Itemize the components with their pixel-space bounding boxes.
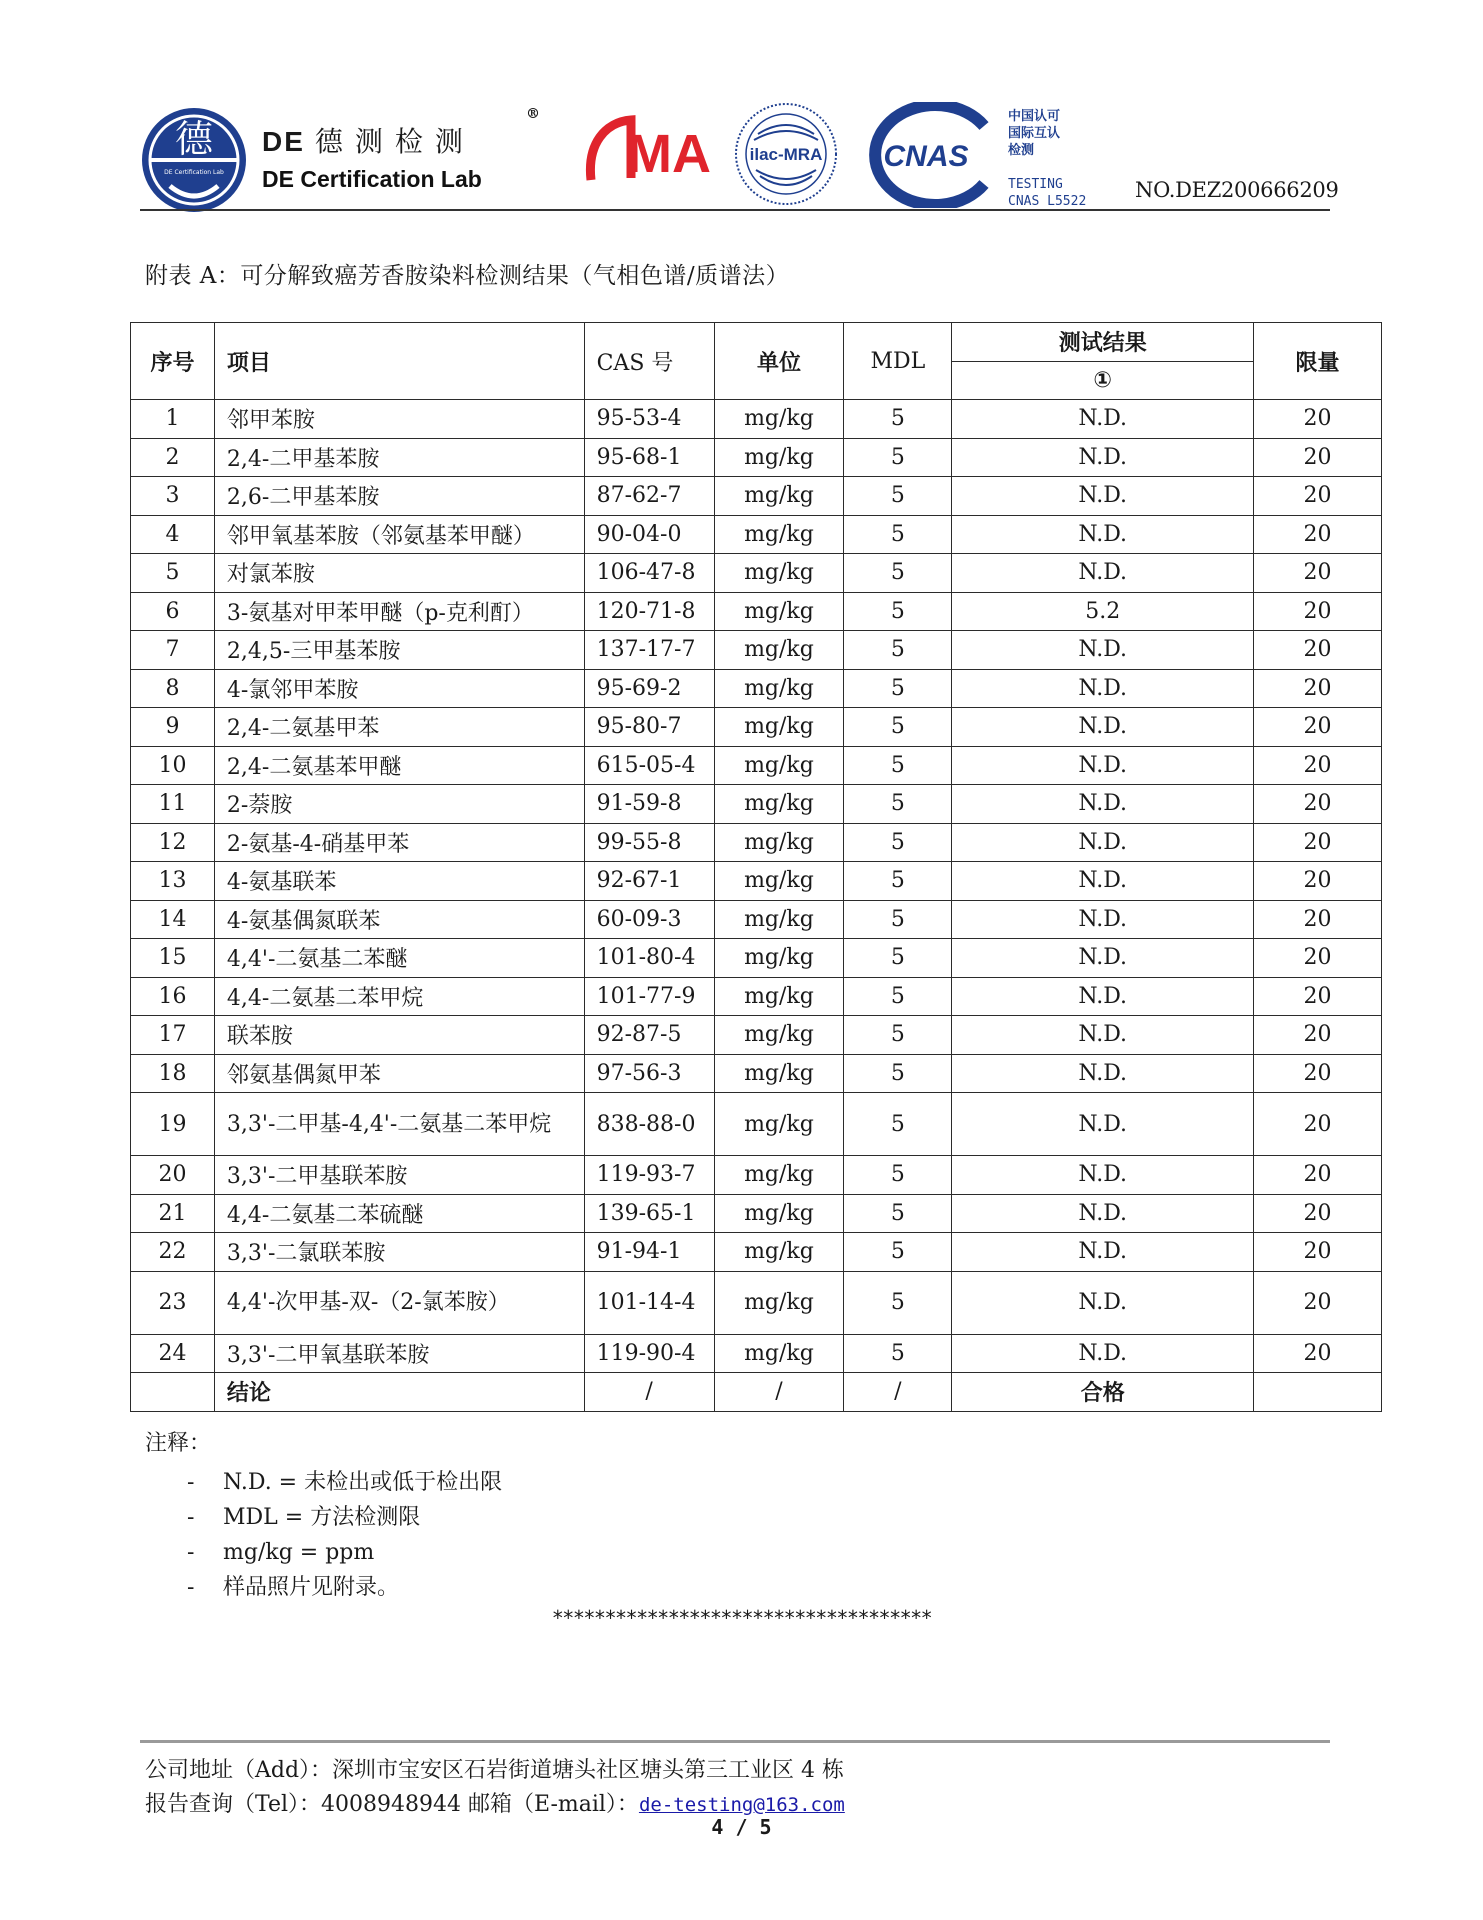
- cma-text: MA: [627, 124, 711, 184]
- row-index: 13: [131, 862, 215, 901]
- table-row: [131, 554, 1382, 593]
- row-result: N.D.: [952, 438, 1254, 477]
- row-cas: 92-67-1: [584, 862, 714, 901]
- row-limit: 20: [1254, 515, 1382, 554]
- cma-mark-icon: [585, 114, 725, 186]
- lab-name-cn: 德测检测: [314, 125, 475, 158]
- table-row: [131, 1194, 1382, 1233]
- row-unit: mg/kg: [714, 631, 844, 670]
- row-index: 6: [131, 592, 215, 631]
- header-cas: CAS 号: [584, 323, 714, 400]
- row-limit: 20: [1254, 939, 1382, 978]
- de-lab-logo-icon: [140, 106, 248, 214]
- row-cas: 92-87-5: [584, 1016, 714, 1055]
- row-unit: mg/kg: [714, 1093, 844, 1156]
- row-result: N.D.: [952, 785, 1254, 824]
- row-result: N.D.: [952, 708, 1254, 747]
- row-limit: 20: [1254, 1233, 1382, 1272]
- row-limit: 20: [1254, 862, 1382, 901]
- row-index: 16: [131, 977, 215, 1016]
- row-mdl: 5: [844, 1054, 952, 1093]
- row-limit: 20: [1254, 1194, 1382, 1233]
- row-cas: 119-93-7: [584, 1156, 714, 1195]
- row-item: 3,3'-二甲氧基联苯胺: [214, 1334, 584, 1373]
- row-unit: mg/kg: [714, 1194, 844, 1233]
- row-index: 21: [131, 1194, 215, 1233]
- table-row: [131, 900, 1382, 939]
- row-unit: mg/kg: [714, 785, 844, 824]
- row-item: 2,4-二氨基苯甲醚: [214, 746, 584, 785]
- row-result: N.D.: [952, 746, 1254, 785]
- conclusion-row: [131, 1373, 1382, 1412]
- row-unit: mg/kg: [714, 515, 844, 554]
- row-result: N.D.: [952, 900, 1254, 939]
- row-mdl: 5: [844, 785, 952, 824]
- row-mdl: 5: [844, 631, 952, 670]
- table-row: [131, 939, 1382, 978]
- row-cas: 120-71-8: [584, 592, 714, 631]
- row-unit: mg/kg: [714, 438, 844, 477]
- row-limit: 20: [1254, 1054, 1382, 1093]
- row-cas: 95-69-2: [584, 669, 714, 708]
- row-cas: 99-55-8: [584, 823, 714, 862]
- row-mdl: 5: [844, 939, 952, 978]
- row-item: 对氯苯胺: [214, 554, 584, 593]
- row-mdl: 5: [844, 400, 952, 439]
- table-row: [131, 477, 1382, 516]
- row-cas: 101-14-4: [584, 1271, 714, 1334]
- row-limit: 20: [1254, 746, 1382, 785]
- row-unit: mg/kg: [714, 900, 844, 939]
- cnas-cn-text: 中国认可 国际互认 检测: [1008, 109, 1061, 158]
- report-header: [140, 98, 1339, 209]
- row-index: 4: [131, 515, 215, 554]
- row-cas: 90-04-0: [584, 515, 714, 554]
- row-item: 2-氨基-4-硝基甲苯: [214, 823, 584, 862]
- row-index: 7: [131, 631, 215, 670]
- header-divider: [140, 209, 1330, 211]
- row-unit: mg/kg: [714, 1334, 844, 1373]
- row-unit: mg/kg: [714, 1156, 844, 1195]
- row-item: 4,4'-二氨基二苯醚: [214, 939, 584, 978]
- row-result: N.D.: [952, 1233, 1254, 1272]
- table-row: [131, 400, 1382, 439]
- table-row: [131, 631, 1382, 670]
- row-limit: 20: [1254, 554, 1382, 593]
- row-unit: mg/kg: [714, 554, 844, 593]
- header-idx: 序号: [131, 323, 215, 400]
- row-index: 9: [131, 708, 215, 747]
- row-limit: 20: [1254, 477, 1382, 516]
- row-index: 8: [131, 669, 215, 708]
- row-result: N.D.: [952, 1156, 1254, 1195]
- row-cas: 95-53-4: [584, 400, 714, 439]
- row-item: 2,4-二甲基苯胺: [214, 438, 584, 477]
- row-limit: 20: [1254, 438, 1382, 477]
- table-row: [131, 592, 1382, 631]
- row-item: 邻氨基偶氮甲苯: [214, 1054, 584, 1093]
- row-cas: 97-56-3: [584, 1054, 714, 1093]
- cnas-logo-icon: [858, 102, 998, 208]
- row-unit: mg/kg: [714, 1271, 844, 1334]
- row-mdl: 5: [844, 477, 952, 516]
- row-index: 12: [131, 823, 215, 862]
- row-limit: 20: [1254, 785, 1382, 824]
- row-index: 20: [131, 1156, 215, 1195]
- row-limit: 20: [1254, 1016, 1382, 1055]
- header-result: 测试结果: [952, 323, 1254, 362]
- row-limit: 20: [1254, 1334, 1382, 1373]
- row-unit: mg/kg: [714, 1016, 844, 1055]
- row-index: 11: [131, 785, 215, 824]
- row-mdl: 5: [844, 900, 952, 939]
- end-of-table-marker: ************************************: [551, 1606, 932, 1630]
- row-item: 2,4-二氨基甲苯: [214, 708, 584, 747]
- results-table: [130, 322, 1382, 1412]
- row-mdl: 5: [844, 438, 952, 477]
- lab-name: [262, 120, 482, 193]
- table-row: [131, 1093, 1382, 1156]
- table-row: [131, 823, 1382, 862]
- row-cas: 101-80-4: [584, 939, 714, 978]
- row-cas: 95-80-7: [584, 708, 714, 747]
- row-result: N.D.: [952, 515, 1254, 554]
- row-limit: 20: [1254, 669, 1382, 708]
- row-unit: mg/kg: [714, 669, 844, 708]
- row-result: N.D.: [952, 1093, 1254, 1156]
- row-mdl: 5: [844, 592, 952, 631]
- row-mdl: 5: [844, 669, 952, 708]
- row-cas: 615-05-4: [584, 746, 714, 785]
- table-row: [131, 1334, 1382, 1373]
- row-cas: 91-94-1: [584, 1233, 714, 1272]
- row-mdl: 5: [844, 1334, 952, 1373]
- row-item: 3,3'-二甲基-4,4'-二氨基二苯甲烷: [214, 1093, 584, 1156]
- notes-section: [145, 1426, 502, 1605]
- row-result: 5.2: [952, 592, 1254, 631]
- table-row: [131, 515, 1382, 554]
- report-number: NO.DEZ200666209: [1135, 178, 1339, 202]
- row-item: 4,4'-次甲基-双-（2-氯苯胺）: [214, 1271, 584, 1334]
- row-unit: mg/kg: [714, 1233, 844, 1272]
- row-result: N.D.: [952, 939, 1254, 978]
- row-cas: 137-17-7: [584, 631, 714, 670]
- ilac-mra-logo-icon: [732, 100, 840, 208]
- row-item: 4-氯邻甲苯胺: [214, 669, 584, 708]
- row-index: 18: [131, 1054, 215, 1093]
- table-row: [131, 785, 1382, 824]
- note-item: - N.D. = 未检出或低于检出限: [187, 1470, 503, 1495]
- page-number: 4 / 5: [711, 1815, 772, 1839]
- row-limit: 20: [1254, 1156, 1382, 1195]
- note-item: - MDL = 方法检测限: [187, 1505, 421, 1530]
- row-limit: 20: [1254, 708, 1382, 747]
- row-unit: mg/kg: [714, 1054, 844, 1093]
- row-result: N.D.: [952, 477, 1254, 516]
- row-item: 2,4,5-三甲基苯胺: [214, 631, 584, 670]
- row-limit: 20: [1254, 592, 1382, 631]
- header-mdl: MDL: [844, 323, 952, 400]
- note-item: - 样品照片见附录。: [187, 1575, 400, 1600]
- row-result: N.D.: [952, 862, 1254, 901]
- table-row: [131, 1016, 1382, 1055]
- lab-name-short: DE: [262, 126, 305, 157]
- table-row: [131, 708, 1382, 747]
- row-unit: mg/kg: [714, 862, 844, 901]
- row-cas: 101-77-9: [584, 977, 714, 1016]
- row-cas: 60-09-3: [584, 900, 714, 939]
- row-item: 联苯胺: [214, 1016, 584, 1055]
- table-row: [131, 746, 1382, 785]
- row-limit: 20: [1254, 823, 1382, 862]
- row-limit: 20: [1254, 900, 1382, 939]
- conclusion-result: 合格: [952, 1373, 1254, 1412]
- table-row: [131, 1156, 1382, 1195]
- ilac-text: ilac-MRA: [749, 145, 823, 164]
- note-item: - mg/kg = ppm: [187, 1540, 375, 1565]
- registered-mark: ®: [526, 106, 540, 122]
- row-cas: 95-68-1: [584, 438, 714, 477]
- conclusion-unit: /: [714, 1373, 844, 1412]
- row-mdl: 5: [844, 515, 952, 554]
- conclusion-mdl: /: [844, 1373, 952, 1412]
- row-mdl: 5: [844, 862, 952, 901]
- row-mdl: 5: [844, 1156, 952, 1195]
- cnas-text: CNAS: [883, 140, 969, 173]
- row-item: 4-氨基联苯: [214, 862, 584, 901]
- table-row: [131, 669, 1382, 708]
- row-index: 14: [131, 900, 215, 939]
- footer-divider: [140, 1740, 1330, 1743]
- logo-char: 德: [174, 117, 214, 161]
- row-index: 17: [131, 1016, 215, 1055]
- table-row: [131, 1271, 1382, 1334]
- row-limit: 20: [1254, 1271, 1382, 1334]
- row-item: 3,3'-二氯联苯胺: [214, 1233, 584, 1272]
- row-item: 4,4-二氨基二苯硫醚: [214, 1194, 584, 1233]
- row-index: 5: [131, 554, 215, 593]
- row-index: 3: [131, 477, 215, 516]
- row-mdl: 5: [844, 1271, 952, 1334]
- email-link[interactable]: de-testing@163.com: [638, 1794, 845, 1816]
- row-index: 19: [131, 1093, 215, 1156]
- row-unit: mg/kg: [714, 592, 844, 631]
- row-mdl: 5: [844, 1093, 952, 1156]
- row-unit: mg/kg: [714, 400, 844, 439]
- row-unit: mg/kg: [714, 939, 844, 978]
- row-index: 2: [131, 438, 215, 477]
- row-result: N.D.: [952, 1334, 1254, 1373]
- table-row: [131, 438, 1382, 477]
- row-result: N.D.: [952, 1271, 1254, 1334]
- row-limit: 20: [1254, 400, 1382, 439]
- header-limit: 限量: [1254, 323, 1382, 400]
- conclusion-cas: /: [584, 1373, 714, 1412]
- row-result: N.D.: [952, 631, 1254, 670]
- cnas-en-text: TESTING CNAS L5522: [1008, 177, 1087, 209]
- row-unit: mg/kg: [714, 977, 844, 1016]
- row-result: N.D.: [952, 1016, 1254, 1055]
- row-result: N.D.: [952, 400, 1254, 439]
- row-index: 15: [131, 939, 215, 978]
- row-cas: 838-88-0: [584, 1093, 714, 1156]
- row-mdl: 5: [844, 708, 952, 747]
- row-mdl: 5: [844, 823, 952, 862]
- conclusion-idx: [131, 1373, 215, 1412]
- row-cas: 119-90-4: [584, 1334, 714, 1373]
- table-row: [131, 862, 1382, 901]
- row-index: 1: [131, 400, 215, 439]
- table-row: [131, 1233, 1382, 1272]
- row-item: 4,4-二氨基二苯甲烷: [214, 977, 584, 1016]
- row-result: N.D.: [952, 823, 1254, 862]
- row-limit: 20: [1254, 1093, 1382, 1156]
- notes-list: [145, 1465, 502, 1605]
- row-result: N.D.: [952, 669, 1254, 708]
- row-result: N.D.: [952, 554, 1254, 593]
- row-index: 23: [131, 1271, 215, 1334]
- row-item: 4-氨基偶氮联苯: [214, 900, 584, 939]
- row-mdl: 5: [844, 977, 952, 1016]
- row-unit: mg/kg: [714, 823, 844, 862]
- row-item: 2-萘胺: [214, 785, 584, 824]
- header-result-sample: ①: [952, 361, 1254, 400]
- row-limit: 20: [1254, 977, 1382, 1016]
- table-row: [131, 1054, 1382, 1093]
- conclusion-limit: [1254, 1373, 1382, 1412]
- row-mdl: 5: [844, 746, 952, 785]
- conclusion-label: 结论: [214, 1373, 584, 1412]
- footer-address: 公司地址（Add）：深圳市宝安区石岩街道塘头社区塘头第三工业区 4 栋: [145, 1758, 845, 1783]
- row-result: N.D.: [952, 1054, 1254, 1093]
- table-row: [131, 977, 1382, 1016]
- table-title: 附表 A：可分解致癌芳香胺染料检测结果（气相色谱/质谱法）: [145, 263, 790, 289]
- row-mdl: 5: [844, 1016, 952, 1055]
- row-item: 邻甲氧基苯胺（邻氨基苯甲醚）: [214, 515, 584, 554]
- row-unit: mg/kg: [714, 477, 844, 516]
- row-item: 3-氨基对甲苯甲醚（p-克利酊）: [214, 592, 584, 631]
- row-mdl: 5: [844, 554, 952, 593]
- row-item: 邻甲苯胺: [214, 400, 584, 439]
- logo-ring-text: DE Certification Lab: [164, 169, 224, 176]
- row-item: 3,3'-二甲基联苯胺: [214, 1156, 584, 1195]
- header-item: 项目: [214, 323, 584, 400]
- notes-title: 注释：: [145, 1431, 212, 1456]
- row-cas: 87-62-7: [584, 477, 714, 516]
- row-cas: 91-59-8: [584, 785, 714, 824]
- row-result: N.D.: [952, 1194, 1254, 1233]
- row-limit: 20: [1254, 631, 1382, 670]
- row-index: 10: [131, 746, 215, 785]
- row-item: 2,6-二甲基苯胺: [214, 477, 584, 516]
- row-result: N.D.: [952, 977, 1254, 1016]
- footer-contact-text: 报告查询（Tel）：4008948944 邮箱（E-mail）：: [145, 1792, 639, 1817]
- row-index: 24: [131, 1334, 215, 1373]
- row-cas: 106-47-8: [584, 554, 714, 593]
- row-unit: mg/kg: [714, 746, 844, 785]
- lab-name-en: DE Certification Lab: [262, 166, 482, 192]
- footer: [145, 1754, 845, 1822]
- row-index: 22: [131, 1233, 215, 1272]
- row-mdl: 5: [844, 1233, 952, 1272]
- row-cas: 139-65-1: [584, 1194, 714, 1233]
- row-mdl: 5: [844, 1194, 952, 1233]
- header-unit: 单位: [714, 323, 844, 400]
- row-unit: mg/kg: [714, 708, 844, 747]
